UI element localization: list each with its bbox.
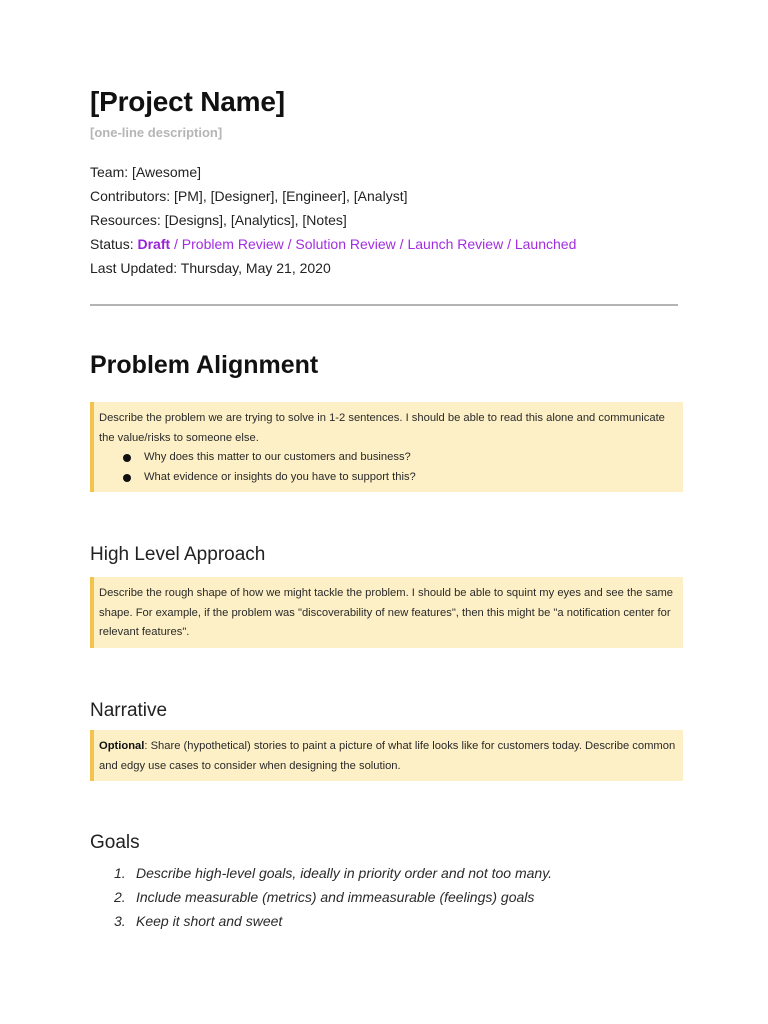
list-item: 1. Describe high-level goals, ideally in priority order and not too many. xyxy=(114,865,553,881)
meta-status: Status: Draft / Problem Review / Solution Review / Launch Review / Launched xyxy=(90,236,577,252)
section-heading-goals: Goals xyxy=(90,832,140,853)
meta-resources: Resources: [Designs], [Analytics], [Notes] xyxy=(90,212,347,228)
problem-callout xyxy=(90,402,683,492)
list-item: What evidence or insights do you have to support this? xyxy=(99,468,677,488)
status-current: Draft xyxy=(137,236,171,252)
meta-team: Team: [Awesome] xyxy=(90,164,202,180)
list-item: 3. Keep it short and sweet xyxy=(114,913,283,929)
project-meta xyxy=(90,160,576,280)
approach-callout xyxy=(90,577,683,648)
meta-contributors: Contributors: [PM], [Designer], [Engineer], [Analyst] xyxy=(90,188,408,204)
horizontal-divider xyxy=(90,304,678,306)
narrative-callout xyxy=(90,730,683,781)
section-heading-problem-alignment: Problem Alignment xyxy=(90,351,319,379)
page-subtitle: [one-line description] xyxy=(90,125,223,140)
goals-list xyxy=(90,861,552,933)
status-stages: / Problem Review / Solution Review / Launch Review / Launched xyxy=(170,236,577,252)
meta-last-updated: Last Updated: Thursday, May 21, 2020 xyxy=(90,260,331,276)
page-title: [Project Name] xyxy=(90,86,285,117)
bullet-icon xyxy=(123,454,131,462)
list-item: Why does this matter to our customers and business? xyxy=(99,448,677,468)
problem-callout-text: Describe the problem we are trying to solve in 1-2 sentences. I should be able to read this alone and communicate the value/risks to someone else. xyxy=(99,412,665,444)
list-item: 2. Include measurable (metrics) and immeasurable (feelings) goals xyxy=(114,889,535,905)
narrative-callout-text: Optional: Share (hypothetical) stories to paint a picture of what life looks like for customers today. Describe common and edgy use cases to consider when designing the solution. xyxy=(99,740,676,772)
problem-callout-bullets xyxy=(99,448,677,487)
section-heading-narrative: Narrative xyxy=(90,700,168,721)
optional-label: Optional xyxy=(99,740,145,752)
approach-callout-text: Describe the rough shape of how we might tackle the problem. I should be able to squint my eyes and see the same shape. For example, if the problem was "discoverability of new features", then this might be "a notification center for relevant features". xyxy=(99,587,673,638)
section-heading-high-level-approach: High Level Approach xyxy=(90,544,266,565)
bullet-icon xyxy=(123,474,131,482)
